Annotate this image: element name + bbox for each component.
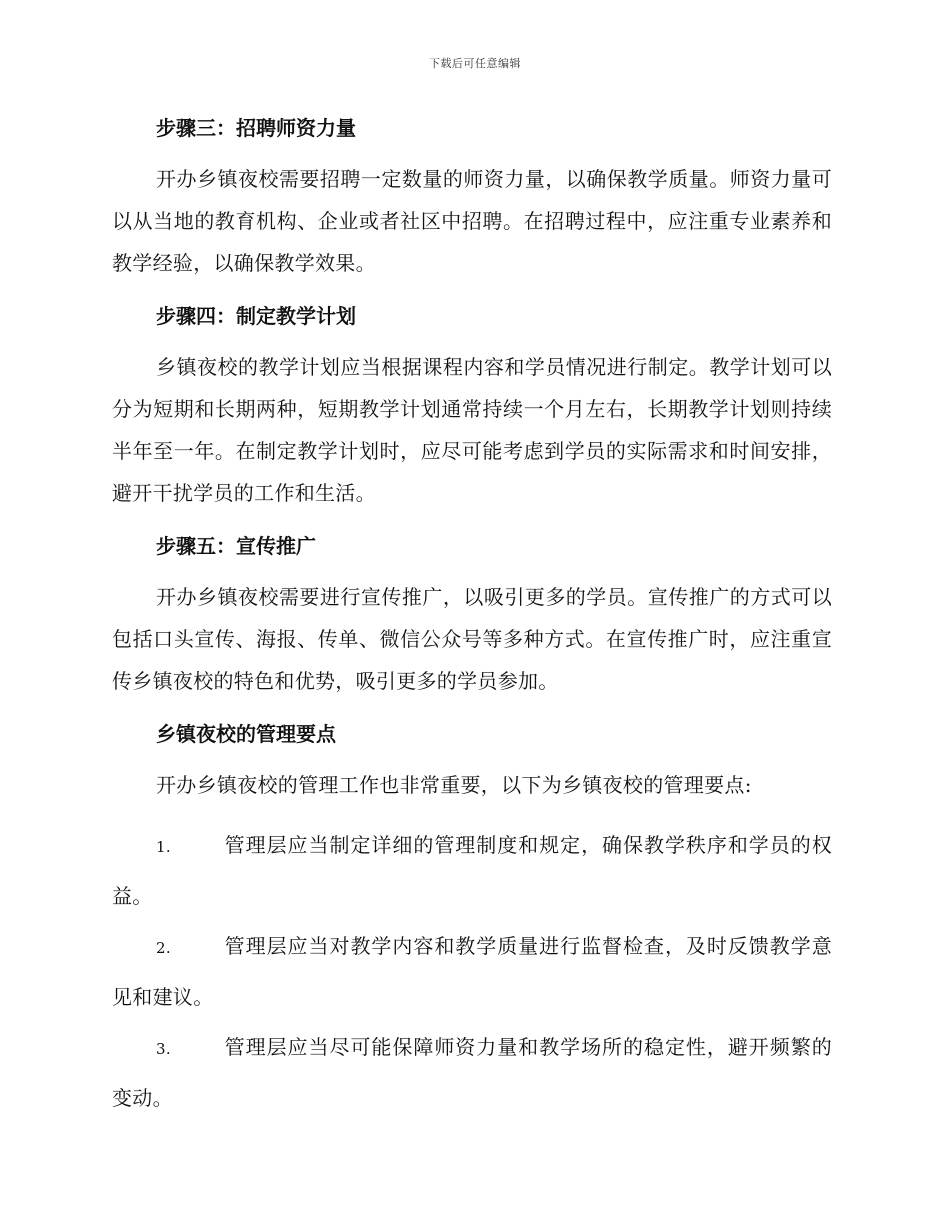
section-paragraph-step3: 开办乡镇夜校需要招聘一定数量的师资力量，以确保教学质量。师资力量可以从当地的教育机构、企业或者社区中招聘。在招聘过程中，应注重专业素养和教学经验，以确保教学效果。 <box>112 167 832 275</box>
list-item-number: 2. <box>156 939 171 957</box>
list-item-number: 3. <box>156 1040 171 1058</box>
list-item <box>112 919 832 1022</box>
list-item <box>112 1020 832 1123</box>
section-heading-step3: 步骤三：招聘师资力量 <box>156 116 356 140</box>
section-paragraph-step4: 乡镇夜校的教学计划应当根据课程内容和学员情况进行制定。教学计划可以分为短期和长期两种，短期教学计划通常持续一个月左右，长期教学计划则持续半年至一年。在制定教学计划时，应尽可能考虑到学员的实际需求和时间安排，避开干扰学员的工作和生活。 <box>112 355 832 505</box>
section-paragraph-management-intro: 开办乡镇夜校的管理工作也非常重要，以下为乡镇夜校的管理要点: <box>156 773 752 797</box>
section-heading-step4: 步骤四：制定教学计划 <box>156 304 356 328</box>
list-item-number: 1. <box>156 838 171 856</box>
list-item <box>112 818 832 921</box>
section-heading-management: 乡镇夜校的管理要点 <box>156 722 336 746</box>
document-header-note: 下载后可任意编辑 <box>429 57 521 70</box>
management-points-list <box>112 818 832 1123</box>
list-item-text: 管理层应当尽可能保障师资力量和教学场所的稳定性，避开频繁的变动。 <box>112 1035 832 1110</box>
section-paragraph-step5: 开办乡镇夜校需要进行宣传推广，以吸引更多的学员。宣传推广的方式可以包括口头宣传、海报、传单、微信公众号等多种方式。在宣传推广时，应注重宣传乡镇夜校的特色和优势，吸引更多的学员参加。 <box>112 585 832 693</box>
list-item-text: 管理层应当对教学内容和教学质量进行监督检查，及时反馈教学意见和建议。 <box>112 934 832 1009</box>
section-heading-step5: 步骤五：宣传推广 <box>156 534 316 558</box>
list-item-text: 管理层应当制定详细的管理制度和规定，确保教学秩序和学员的权益。 <box>112 833 832 908</box>
document-body <box>112 108 832 1121</box>
